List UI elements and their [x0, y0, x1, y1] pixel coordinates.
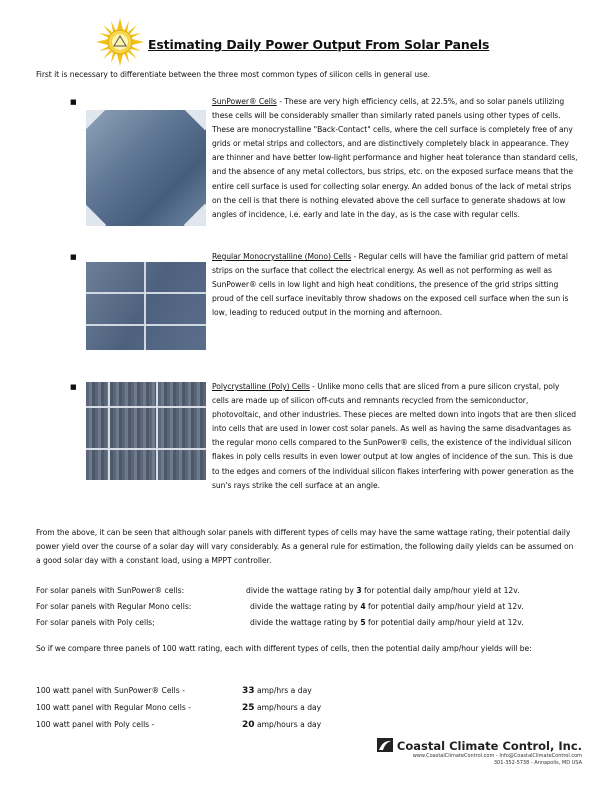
rule-label: For solar panels with Poly cells; [36, 618, 155, 627]
intro-paragraph: First it is necessary to differentiate between the three most common types of silicon cells in general use. [36, 70, 430, 79]
yield-label: 100 watt panel with Regular Mono cells - [36, 703, 191, 712]
rule-row-mono [36, 600, 596, 614]
rule-row-poly [36, 616, 596, 630]
bullet-icon: ■ [70, 383, 77, 391]
company-brand [377, 738, 582, 753]
cell-type-description: - Unlike mono cells that are sliced from a pure silicon crystal, poly cells are made up of silicon off-cuts and remnants recycled from the semiconductor, photovoltaic, and other industries. These pieces are melted down into ingots that are then sliced into cells that are used in lower cost solar panels. As well as having the same disadvantages as the regular mono cells compared to the SunPower® cells, the existence of the individual silicon flakes in poly cells results in even lower output at low angles of incidence of the sun. This is due to the edges and corners of the individual silicon flakes interfering with power generation as the sun's rays strike the cell surface at an angle. [212, 382, 576, 490]
rule-label: For solar panels with Regular Mono cells: [36, 602, 192, 611]
bullet-icon: ■ [70, 98, 77, 106]
yield-value: 33 amp/hrs a day [242, 686, 312, 696]
yield-label: 100 watt panel with SunPower® Cells - [36, 686, 185, 695]
list-item-sunpower [70, 95, 578, 227]
cell-type-description: - Regular cells will have the familiar grid pattern of metal strips on the surface that collect the electrical energy. As well as not performing as well as SunPower® cells in low light and high heat conditions, the presence of the grid strips sitting proud of the cell surface inevitably throw shadows on the exposed cell surface when the sun is low, leading to reduced output in the morning and afternoon. [212, 252, 569, 318]
page-title: Estimating Daily Power Output From Solar Panels [148, 37, 490, 52]
yield-label: 100 watt panel with Poly cells - [36, 720, 155, 729]
company-web-email: www.CoastalClimateControl.com - Info@CoastalClimateControl.com [412, 753, 582, 759]
rule-text: divide the wattage rating by 4 for potential daily amp/hour yield at 12v. [250, 602, 524, 611]
coastal-logo-icon [377, 738, 393, 752]
sun-logo-icon [96, 18, 144, 66]
list-item-poly [70, 380, 578, 494]
cell-type-name: Polycrystalline (Poly) Cells [212, 382, 310, 391]
rule-text: divide the wattage rating by 5 for potential daily amp/hour yield at 12v. [250, 618, 524, 627]
company-phone-location: 301-352-5738 - Annapolis, MD USA [493, 760, 582, 766]
cell-type-description: - These are very high efficiency cells, at 22.5%, and so solar panels utilizing these cells will be considerably smaller than similarly rated panels using other types of cells. These are monocrystalline "Back-Contact" cells, where the cell surface is completely free of any grids or metal strips and collectors, and are distinctively completely black in appearance. They are thinner and have better low-light performance and higher heat tolerance than standard cells, and the absence of any metal collectors, bus strips, etc. on the exposed surface means that the entire cell surface is used for collecting solar energy. An added bonus of the lack of metal strips on the cell is that there is nothing elevated above the cell surface to generate shadows at low angles of incidence, i.e. early and late in the day, as is the case with regular cells. [212, 97, 578, 219]
cell-type-name: SunPower® Cells [212, 97, 277, 106]
summary-paragraph: From the above, it can be seen that although solar panels with different types of cells may have the same wattage rating, their potential daily power yield over the course of a solar day will vary considerably. As a general rule for estimation, the following daily yields can be assumed on a good solar day with a constant load, using a MPPT controller. [36, 528, 574, 566]
list-item-mono [70, 250, 578, 360]
company-name: Coastal Climate Control, Inc. [396, 739, 582, 753]
yield-value: 20 amp/hours a day [242, 720, 322, 730]
rule-label: For solar panels with SunPower® cells: [36, 586, 185, 595]
rule-text: divide the wattage rating by 3 for potential daily amp/hour yield at 12v. [246, 586, 520, 595]
compare-paragraph: So if we compare three panels of 100 watt rating, each with different types of cells, then the potential daily amp/hour yields will be: [36, 644, 532, 653]
company-footer [377, 738, 582, 767]
rule-row-sunpower [36, 584, 596, 598]
bullet-icon: ■ [70, 253, 77, 261]
yield-value: 25 amp/hours a day [242, 703, 322, 713]
cell-type-name: Regular Monocrystalline (Mono) Cells [212, 252, 352, 261]
